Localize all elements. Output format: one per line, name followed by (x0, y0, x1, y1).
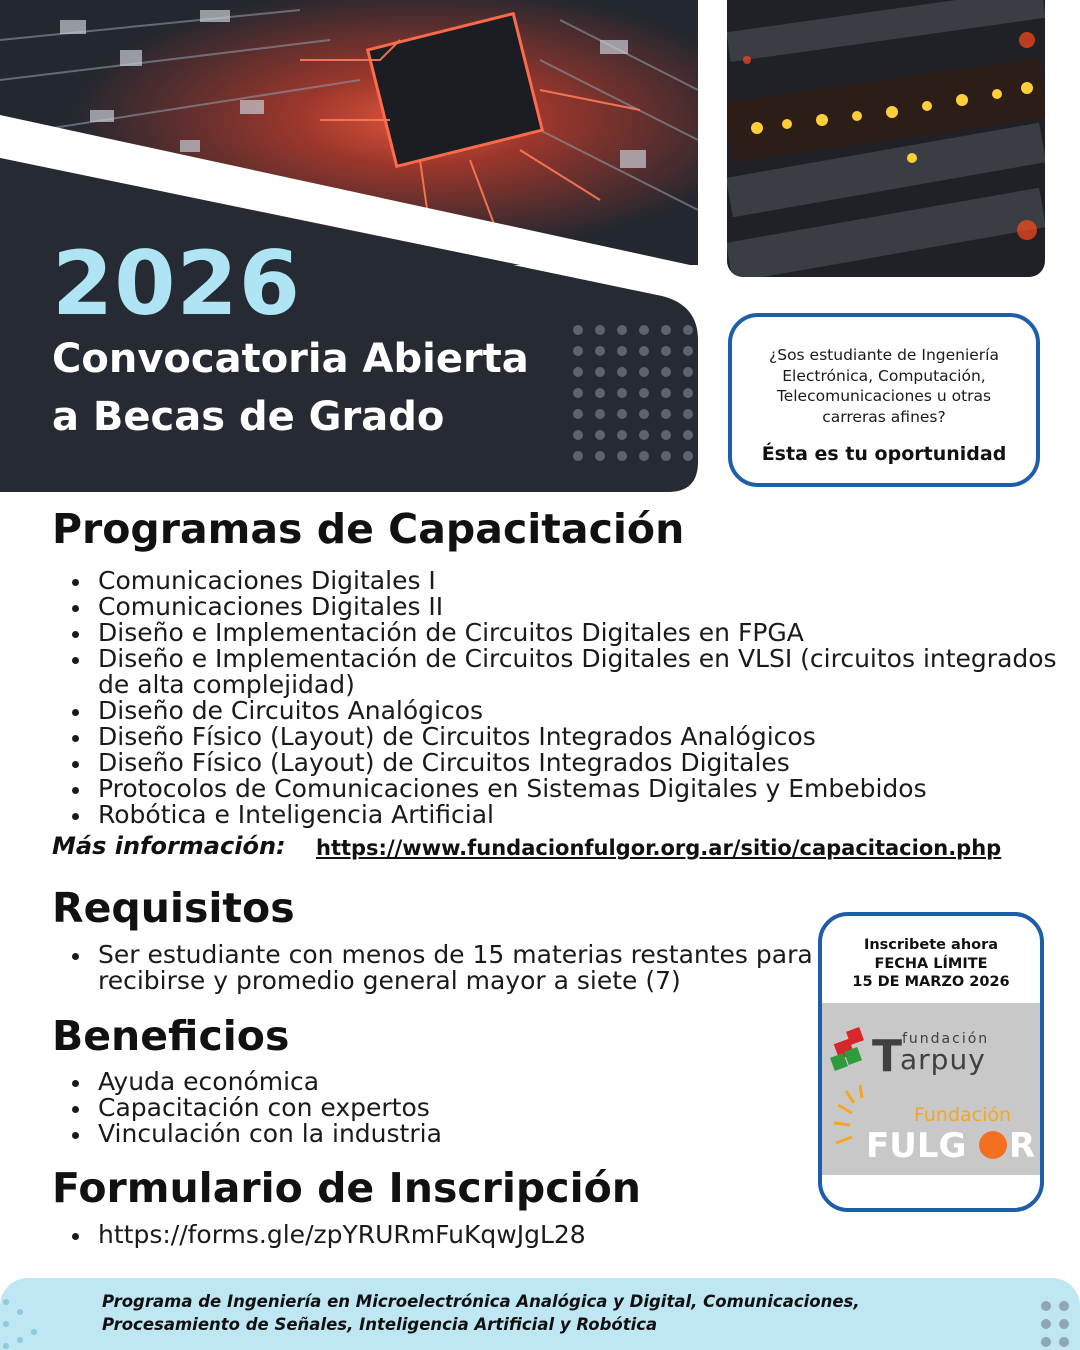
opportunity-text: Ésta es tu oportunidad (761, 443, 1007, 465)
list-item: Diseño e Implementación de Circuitos Digitales en FPGA (52, 620, 1062, 646)
hero-year: 2026 (52, 232, 301, 335)
benefits-title: Beneficios (52, 1012, 290, 1060)
list-item: Comunicaciones Digitales I (52, 568, 1062, 594)
more-info-link[interactable]: https://www.fundacionfulgor.org.ar/sitio/capacitacion.php (316, 836, 1002, 860)
server-rack-image (727, 0, 1045, 277)
footer-dots-left (0, 1288, 50, 1350)
list-item: Diseño Físico (Layout) de Circuitos Integrados Digitales (52, 750, 1062, 776)
dot-pattern (570, 322, 716, 462)
tarpuy-logo (822, 1003, 1040, 1175)
signup-now: Inscribete ahora (863, 937, 999, 953)
form-title: Formulario de Inscripción (52, 1164, 641, 1212)
benefits-list (52, 1069, 752, 1147)
tarpuy-small: fundación (902, 1031, 990, 1047)
requirements-list (52, 942, 822, 994)
deadline-date: 15 DE MARZO 2026 (852, 974, 1010, 990)
fulgor-sun-icon (834, 1085, 862, 1143)
fulgor-word-a: FULG (866, 1126, 967, 1166)
list-item: Comunicaciones Digitales II (52, 594, 1062, 620)
requirements-title: Requisitos (52, 884, 295, 932)
more-info-label: Más información: (52, 832, 286, 860)
list-item: Ayuda económica (52, 1069, 752, 1095)
tarpuy-icon (830, 1027, 864, 1071)
footer-line2: Procesamiento de Señales, Inteligencia Artificial y Robótica (102, 1315, 658, 1334)
hero-title (52, 330, 529, 446)
hero-title-line1: Convocatoria Abierta (52, 336, 529, 382)
sponsor-logos (822, 1003, 1040, 1175)
list-item: Diseño Físico (Layout) de Circuitos Integrados Analógicos (52, 724, 1062, 750)
more-info (52, 832, 1062, 860)
list-item: Robótica e Inteligencia Artificial (52, 802, 1062, 828)
footer-banner (0, 1278, 1080, 1350)
question-box (728, 313, 1040, 487)
fulgor-o-icon (979, 1131, 1007, 1159)
list-item: Diseño de Circuitos Analógicos (52, 698, 1062, 724)
hero-title-line2: a Becas de Grado (52, 394, 445, 440)
programs-title: Programas de Capacitación (52, 505, 685, 553)
fulgor-word-b: R (1009, 1126, 1036, 1166)
deadline-label: FECHA LÍMITE (874, 955, 988, 972)
tarpuy-T: T (872, 1031, 903, 1082)
question-text: ¿Sos estudiante de Ingeniería Electrónica, Computación, Telecomunicaciones u otras carreras afines? (769, 346, 999, 426)
list-item: Protocolos de Comunicaciones en Sistemas Digitales y Embebidos (52, 776, 1062, 802)
tarpuy-word: arpuy (900, 1043, 986, 1076)
list-item: Ser estudiante con menos de 15 materias restantes para recibirse y promedio general mayor a siete (7) (52, 942, 822, 994)
list-item: Vinculación con la industria (52, 1121, 752, 1147)
list-item: Capacitación con expertos (52, 1095, 752, 1121)
form-list (52, 1222, 812, 1248)
list-item: Diseño e Implementación de Circuitos Digitales en VLSI (circuitos integrados de alta complejidad) (52, 646, 1062, 698)
deadline-card (818, 912, 1044, 1212)
form-link[interactable]: https://forms.gle/zpYRURmFuKqwJgL28 (52, 1222, 812, 1248)
footer-text (102, 1290, 860, 1336)
fulgor-small: Fundación (914, 1104, 1012, 1126)
deadline-text (822, 936, 1040, 992)
footer-dots-right (1036, 1298, 1080, 1350)
footer-line1: Programa de Ingeniería en Microelectrónica Analógica y Digital, Comunicaciones, (102, 1292, 860, 1311)
programs-list (52, 568, 1062, 828)
